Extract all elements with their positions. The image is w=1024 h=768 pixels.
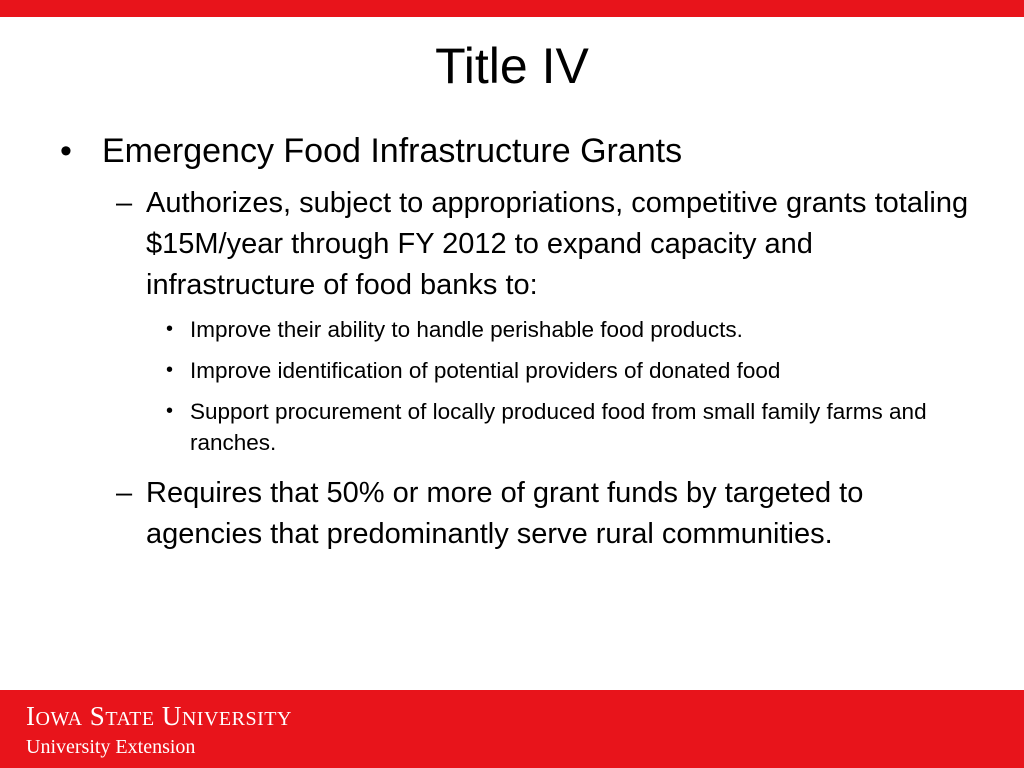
sub-bullet-text: Authorizes, subject to appropriations, competitive grants totaling $15M/year through FY 2012 to expand capacity and infrastructure of food banks to: [146,187,969,301]
bullet-text: Emergency Food Infrastructure Grants [102,132,683,170]
slide-title: Title IV [435,38,589,94]
list-item-text: Improve their ability to handle perishable food products. [190,317,743,342]
top-accent-bar [0,0,1024,17]
iowa-state-logo [26,701,292,759]
list-item-text: Improve identification of potential providers of donated food [190,358,781,383]
list-item-text: Support procurement of locally produced food from small family farms and ranches. [190,399,927,455]
bullet-icon: • [166,318,174,340]
dash-icon: – [116,477,133,509]
dash-icon: – [116,187,133,219]
bullet-icon: • [166,359,174,381]
sub-bullet-text: Requires that 50% or more of grant funds by targeted to agencies that predominantly serve rural communities. [146,477,864,550]
logo-wordmark: IOWA STATE UNIVERSITY [26,701,292,731]
bullet-icon: • [60,132,72,170]
logo-subtitle: University Extension [26,736,196,758]
bullet-icon: • [166,400,174,422]
footer-bar [0,690,1024,768]
